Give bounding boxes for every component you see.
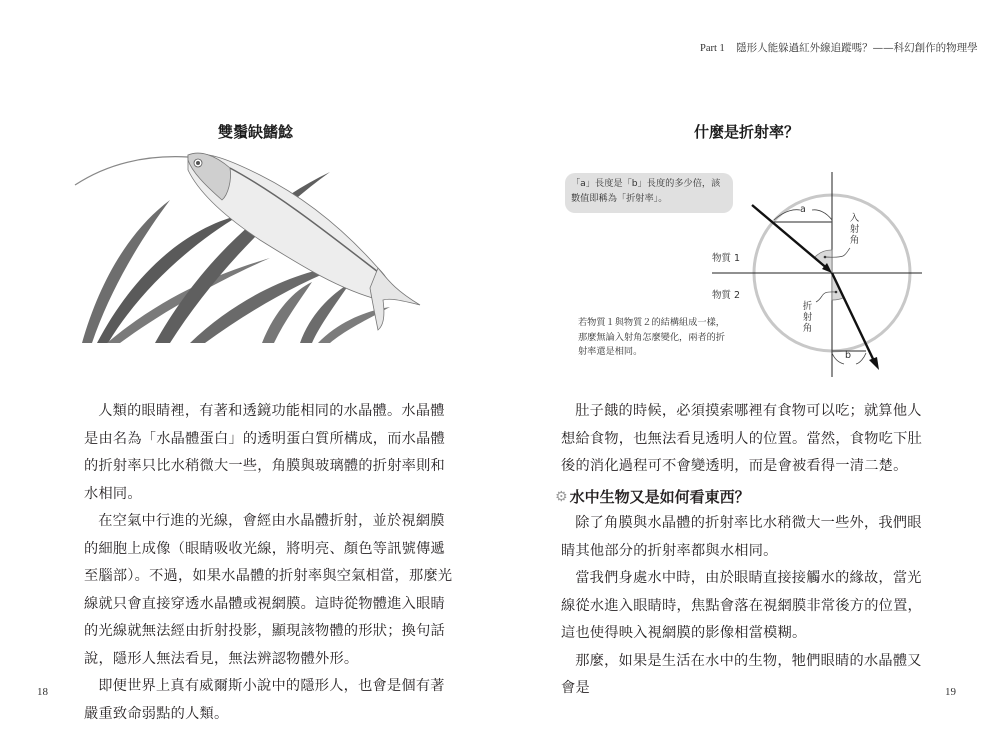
paragraph: 在空氣中行進的光線，會經由水晶體折射，並於視網膜的細胞上成像（眼睛吸收光線，將明亮、顏色等訊號傳遞至腦部）。不過，如果水晶體的折射率與空氣相當，那麼光線就只會直接穿透水晶體或視網膜。這時從物體進入眼睛的光線就無法經由折射投影，顯現該物體的形狀；換句話說，隱形人無法看見，無法辨認物體外形。 [84,513,453,667]
page-number-right: 19 [945,686,956,698]
char: 入 [849,213,860,224]
paragraph: 除了角膜與水晶體的折射率比水稍微大一些外，我們眼睛其他部分的折射率都與水相同。 [561,515,922,559]
label-incidence-angle [849,213,860,246]
paragraph: 肚子餓的時候，必須摸索哪裡有食物可以吃；就算他人想給食物，也無法看見透明人的位置。當然，食物吃下肚後的消化過程可不會變透明，而是會被看得一清二楚。 [561,403,922,474]
right-body-text [561,510,931,703]
label-b: b [845,350,852,361]
figure-title-left: 雙鬚缺鰭鯰 [218,123,294,141]
char: 射 [849,224,860,235]
label-refraction-angle [802,301,813,334]
right-body-text-intro [561,398,931,481]
gear-icon: ⚙ [555,488,568,505]
callout-box: 「a」長度是「b」長度的多少倍，該數值即稱為「折射率」。 [565,173,733,213]
chapter-title: 隱形人能躲過紅外線追蹤嗎？——科幻創作的物理學 [736,42,978,54]
part-label: Part 1 [700,43,725,54]
figure-title-right: 什麼是折射率？ [694,123,800,141]
char: 角 [802,323,813,334]
char: 折 [802,301,813,312]
label-a: a [800,204,806,215]
char: 射 [802,312,813,323]
page-number-left: 18 [37,686,48,698]
label-medium-1: 物質 1 [712,253,741,264]
label-medium-2: 物質 2 [712,290,741,301]
paragraph: 即便世界上真有威爾斯小說中的隱形人，也會是個有著嚴重致命弱點的人類。 [84,678,445,722]
paragraph: 人類的眼睛裡，有著和透鏡功能相同的水晶體。水晶體是由名為「水晶體蛋白」的透明蛋白質所構成，而水晶體的折射率只比水稍微大一些，角膜與玻璃體的折射率則和水相同。 [84,403,445,502]
section-heading [555,486,750,507]
section-heading-text: 水中生物又是如何看東西？ [569,488,750,506]
figure-note: 若物質１與物質２的結構組成一樣，那麼無論入射角怎麼變化，兩者的折射率還是相同。 [578,317,725,357]
char: 角 [849,235,860,246]
paragraph: 當我們身處水中時，由於眼睛直接接觸水的緣故，當光線從水進入眼睛時，焦點會落在視網膜非常後方的位置，這也使得映入視網膜的影像相當模糊。 [561,570,922,641]
paragraph: 那麼，如果是生活在水中的生物，牠們眼睛的水晶體又會是 [561,652,922,696]
